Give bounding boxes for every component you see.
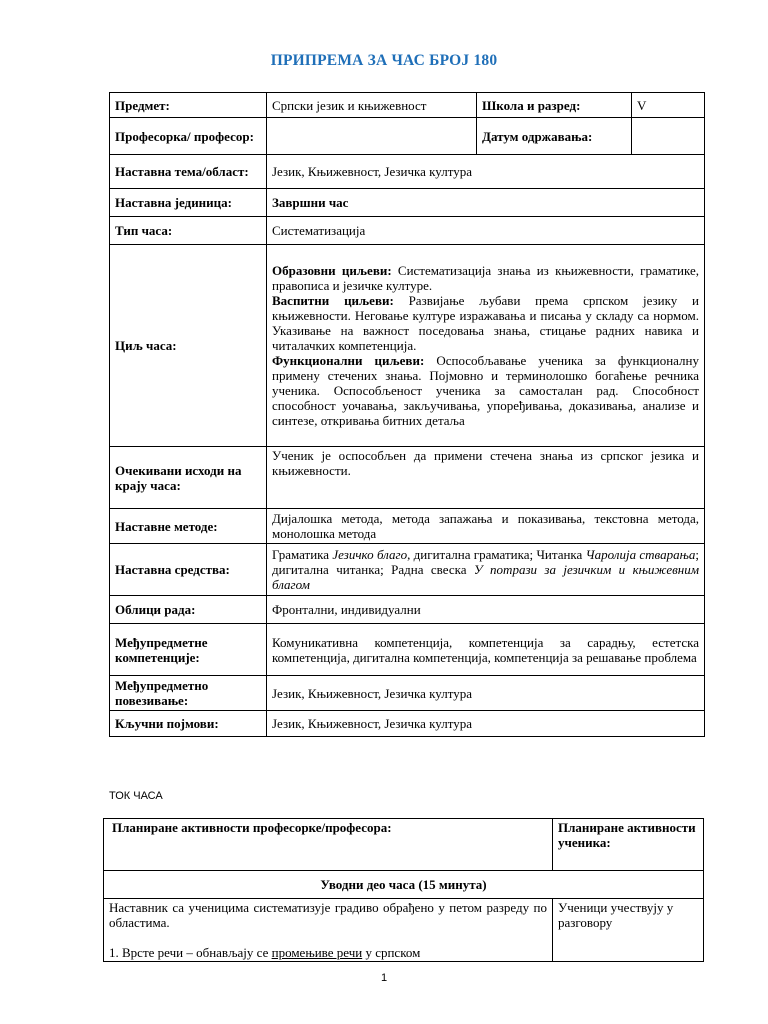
subject-value: Српски језик и књижевност (267, 93, 477, 118)
upb-goals-label: Васпитни циљеви: (272, 293, 394, 308)
table-row (110, 118, 705, 155)
table-row (110, 245, 705, 447)
table-row (110, 155, 705, 189)
work-forms-label: Облици рада: (110, 596, 267, 624)
table-row (110, 711, 705, 737)
table-row (104, 819, 704, 871)
table-row (104, 899, 704, 962)
teacher-label: Професорка/ професор: (110, 118, 267, 155)
competences-label: Међупредметне компетенције: (110, 624, 267, 676)
table-row (110, 544, 705, 596)
student-activities-header: Планиране активности ученика: (553, 819, 704, 871)
lesson-flow-heading: ТОК ЧАСА (109, 790, 163, 802)
lesson-info-table (109, 92, 705, 737)
unit-value: Завршни час (267, 189, 705, 217)
student-activity-text: Ученици учествују у разговору (553, 899, 704, 962)
resources-title: Језичко благо (332, 547, 408, 562)
grade-value: V (632, 93, 705, 118)
correlation-label: Међупредметно повезивање: (110, 676, 267, 711)
date-label: Датум одржавања: (477, 118, 632, 155)
lesson-flow-table (103, 818, 704, 962)
competences-value: Комуникативна компетенција, компетенција за сарадњу, естетска компетенција, дигитална компетенција, компетенција за решавање проблема (267, 624, 705, 676)
date-value (632, 118, 705, 155)
table-row (110, 447, 705, 509)
table-row (110, 624, 705, 676)
teacher-value (267, 118, 477, 155)
table-row (104, 871, 704, 899)
table-row (110, 189, 705, 217)
page-number: 1 (380, 972, 388, 984)
table-row (110, 596, 705, 624)
intro-section-header: Уводни део часа (15 минута) (104, 871, 704, 899)
resources-text: ; дигитална читанка; Радна свеска (272, 547, 699, 577)
fun-goals-text: Оспособљавање ученика за функционалну примену стечених знања. Појмовно и терминолошко богаћење речника ученика. Оспособљеност ученика за самосталан рад. Способност способност уочавања, закључивања, упоређивања, доказивања, анализе и синтезе, откривања битних детаља (272, 353, 699, 428)
outcomes-value: Ученик је оспособљен да примени стечена знања из српског језика и књижевности. (267, 447, 705, 509)
table-row (110, 676, 705, 711)
resources-title: У потрази за језичким и књижевним благом (272, 562, 699, 592)
unit-label: Наставна јединица: (110, 189, 267, 217)
list-item: 1. Врсте речи – обнављају се (109, 945, 272, 960)
methods-value: Дијалошка метода, метода запажања и показивања, текстовна метода, монолошка метода (267, 509, 705, 544)
topic-label: Наставна тема/област: (110, 155, 267, 189)
list-item-suffix: у српском (362, 945, 421, 960)
goal-label: Циљ часа: (110, 245, 267, 447)
edu-goals-text: Систематизација знања из књижевности, граматике, правописа и језичке културе. (272, 263, 699, 293)
resources-text: , дигитална граматика; Читанка (407, 547, 586, 562)
topic-value: Језик, Књижевност, Језичка култура (267, 155, 705, 189)
teacher-activity-text (104, 899, 553, 962)
fun-goals-label: Функционални циљеви: (272, 353, 425, 368)
subject-label: Предмет: (110, 93, 267, 118)
lesson-type-value: Систематизација (267, 217, 705, 245)
page-title: ПРИПРЕМА ЗА ЧАС БРОЈ 180 (270, 52, 498, 69)
lesson-type-label: Тип часа: (110, 217, 267, 245)
correlation-value: Језик, Књижевност, Језичка култура (267, 676, 705, 711)
key-terms-value: Језик, Књижевност, Језичка култура (267, 711, 705, 737)
resources-title: Чаролија стварања (585, 547, 696, 562)
table-row (110, 93, 705, 118)
outcomes-label: Очекивани исходи на крају часа: (110, 447, 267, 509)
resources-label: Наставна средства: (110, 544, 267, 596)
resources-value (267, 544, 705, 596)
teacher-activity-paragraph: Наставник са ученицима систематизује градиво обрађено у петом разреду по областима. (109, 900, 547, 930)
edu-goals-label: Образовни циљеви: (272, 263, 392, 278)
table-row (110, 217, 705, 245)
underlined-term: промењиве речи (271, 945, 363, 960)
methods-label: Наставне методе: (110, 509, 267, 544)
work-forms-value: Фронтални, индивидуални (267, 596, 705, 624)
goal-value (267, 245, 705, 447)
key-terms-label: Кључни појмови: (110, 711, 267, 737)
table-row (110, 509, 705, 544)
school-grade-label: Школа и разред: (477, 93, 632, 118)
teacher-activities-header: Планиране активности професорке/професора: (104, 819, 553, 871)
resources-text: Граматика (272, 547, 333, 562)
upb-goals-text: Развијање љубави према српском језику и књижевности. Неговање културе изражавања и писања у складу са нормом. Указивање на важност поседовања знања, стицање радних навика и читалачких компетенција. (272, 293, 700, 353)
